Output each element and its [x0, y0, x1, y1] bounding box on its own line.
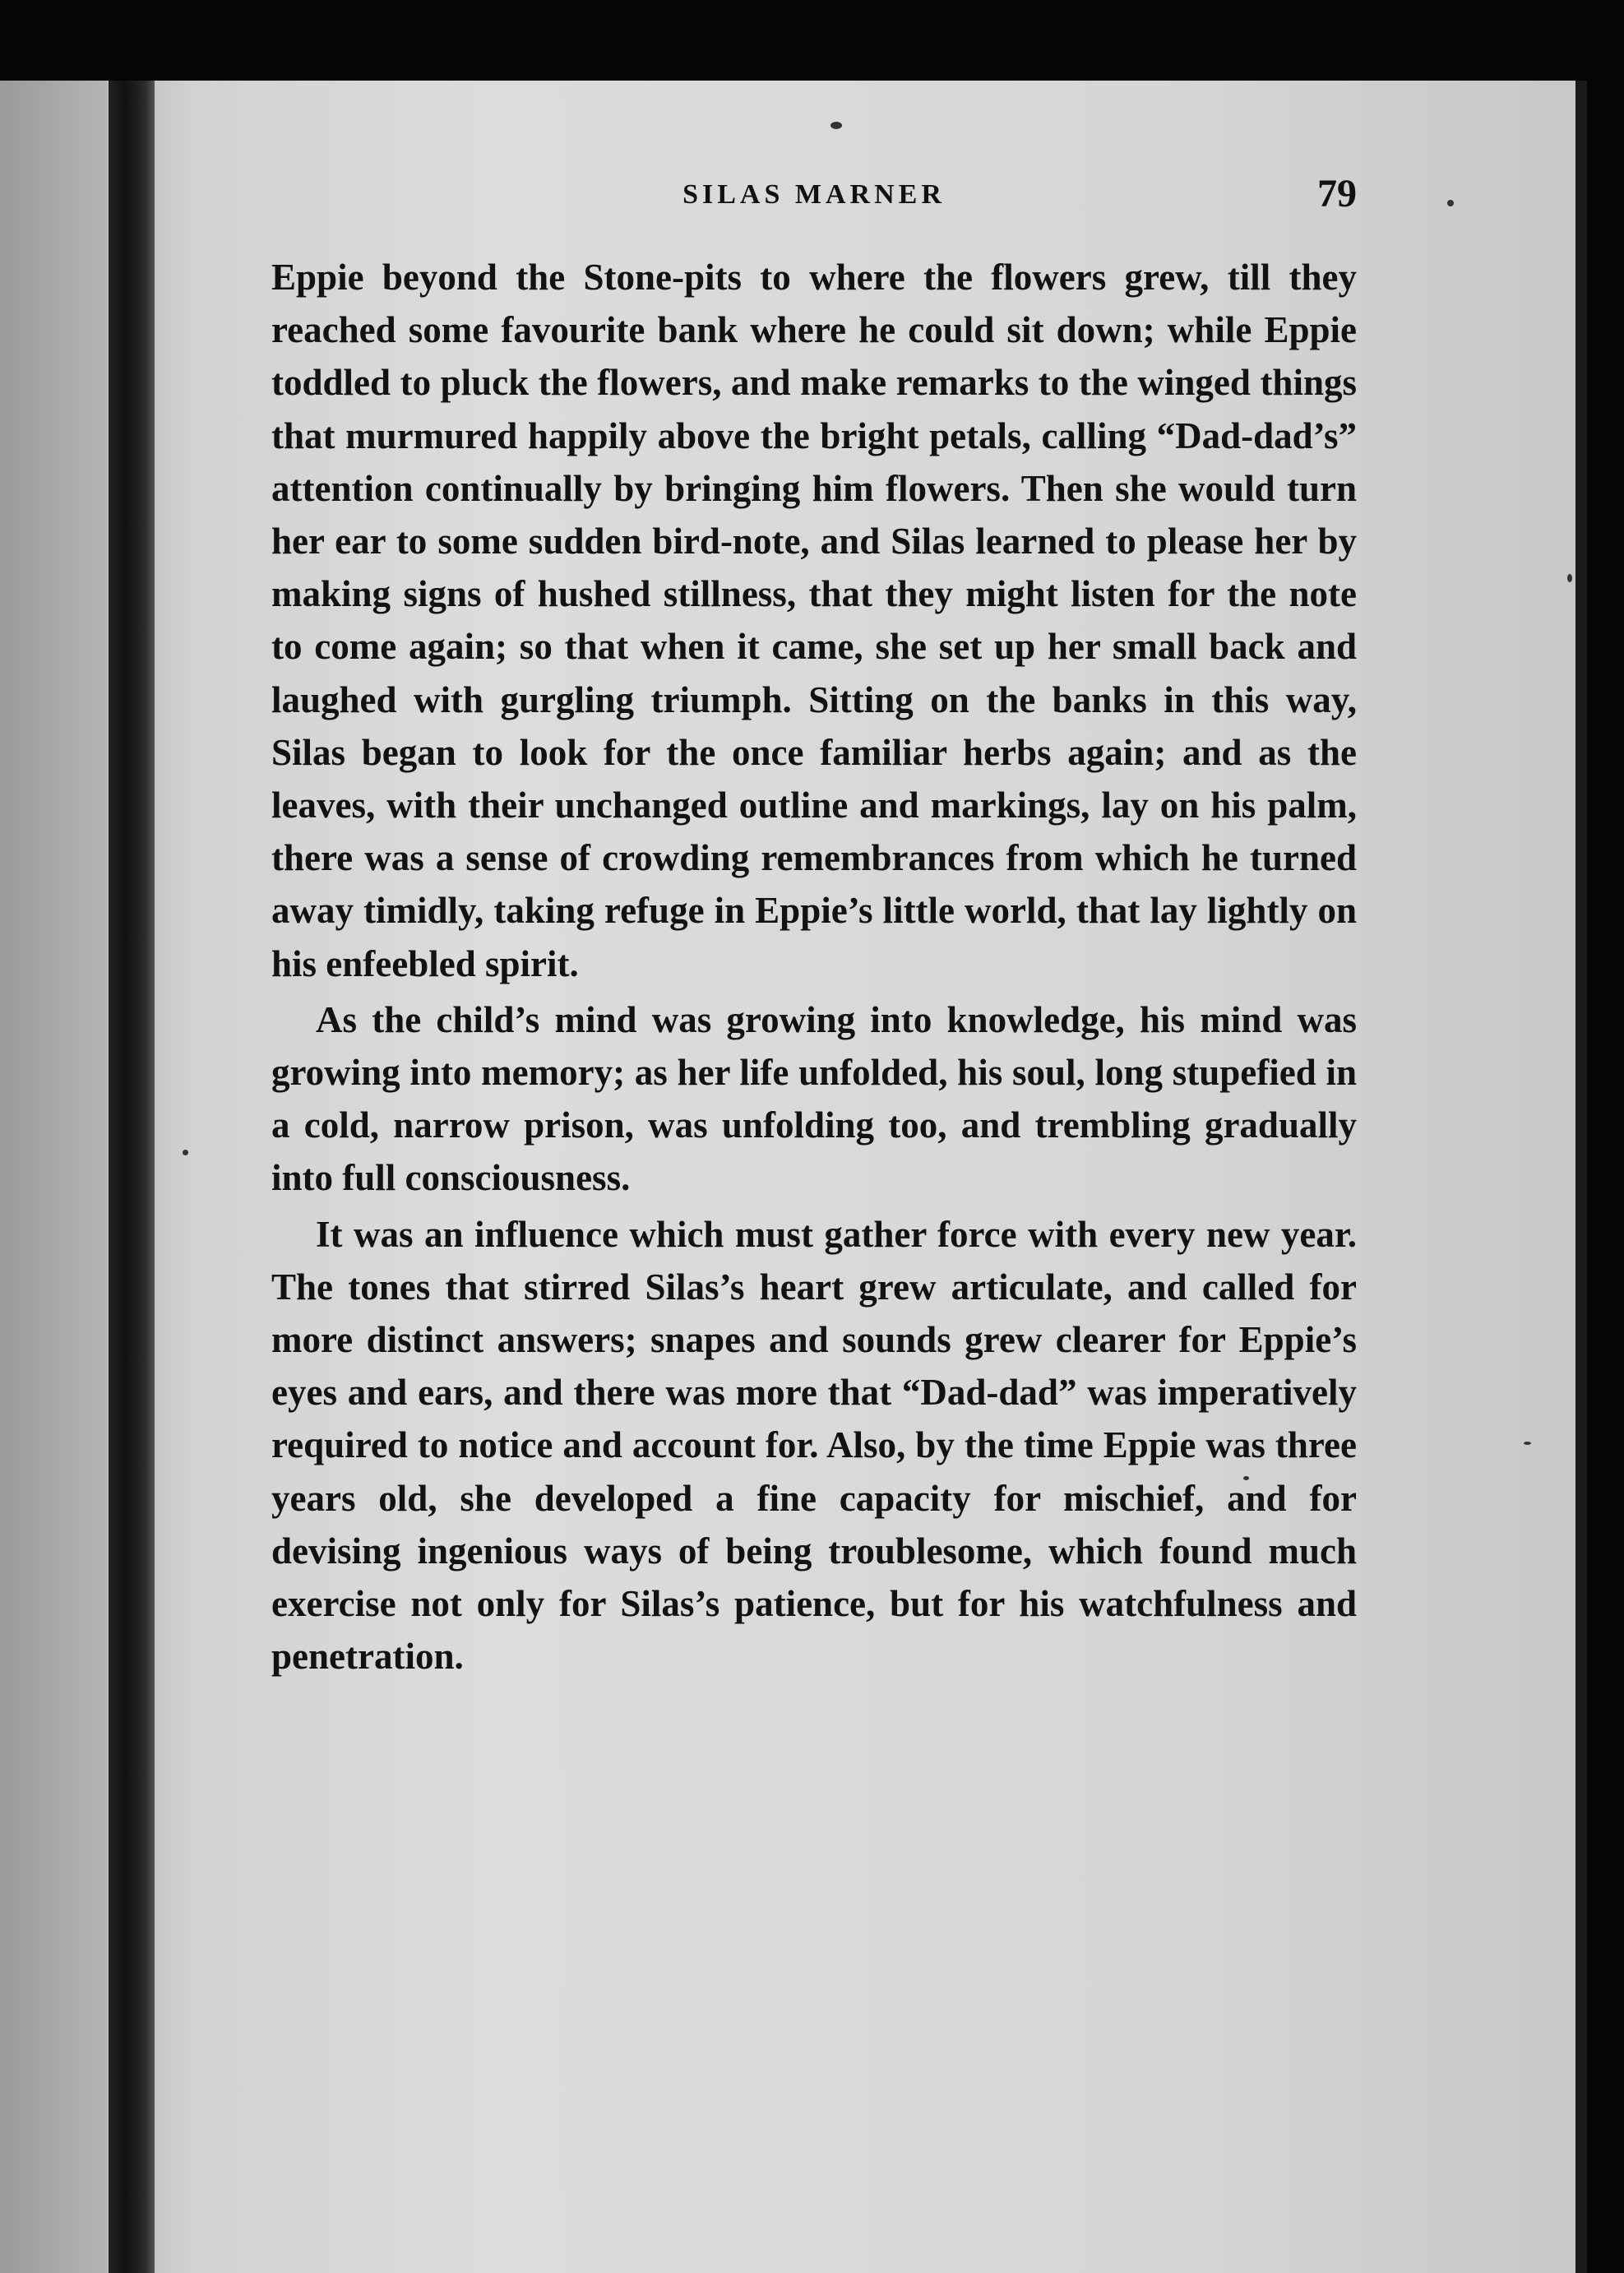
paragraph-continued: Eppie beyond the Stone-pits to where the flowers grew, till they reached some favourite bank where he could sit down; while Eppie toddled to pluck the flowers, and make remarks to the winged things that murmured happily above the bright petals, calling “Dad-dad’s” attention continually by bringing him flowers. Then she would turn her ear to some sudden bird-note, and Silas learned to please her by making signs of hushed stillness, that they might listen for the note to come again; so that when it came, she set up her small back and laughed with gurgling triumph. Sitting on the banks in this way, Silas began to look for the once familiar herbs again; and as the leaves, with their unchanged outline and markings, lay on his palm, there was a sense of crowding remembrances from which he turned away timidly, taking refuge in Eppie’s little world, that lay lightly on his enfeebled spirit.: [271, 257, 1357, 984]
page-number: 79: [1317, 172, 1357, 215]
body-text: [271, 251, 1357, 1686]
running-head: [271, 171, 1357, 220]
scan-speck: [1524, 1442, 1531, 1445]
binding-gutter: [109, 81, 155, 2273]
scan-speck: [831, 122, 842, 129]
page-right-edge: [1575, 81, 1587, 2273]
scan-speck: [1567, 574, 1572, 582]
paragraph: As the child’s mind was growing into knowledge, his mind was growing into memory; as her life unfolded, his soul, long stupefied in a cold, narrow prison, was unfolding too, and trembling gradually into full consciousness.: [271, 998, 1357, 1199]
scan-speck: [183, 1150, 188, 1155]
running-head-title: SILAS MARNER: [682, 179, 946, 210]
facing-page-edge: [0, 81, 107, 2273]
paragraph: It was an influence which must gather force with every new year. The tones that stirred Silas’s heart grew articulate, and called for more distinct answers; snapes and sounds grew clearer for Eppie’s eyes and ears, and there was more that “Dad-dad” was imperatively required to notice and account for. Also, by the time Eppie was three years old, she developed a fine capacity for mischief, and for devising ingenious ways of being troublesome, which found much exercise not only for Silas’s patience, but for his watchfulness and penetration.: [271, 1213, 1357, 1678]
scan-speck: [1447, 200, 1454, 206]
